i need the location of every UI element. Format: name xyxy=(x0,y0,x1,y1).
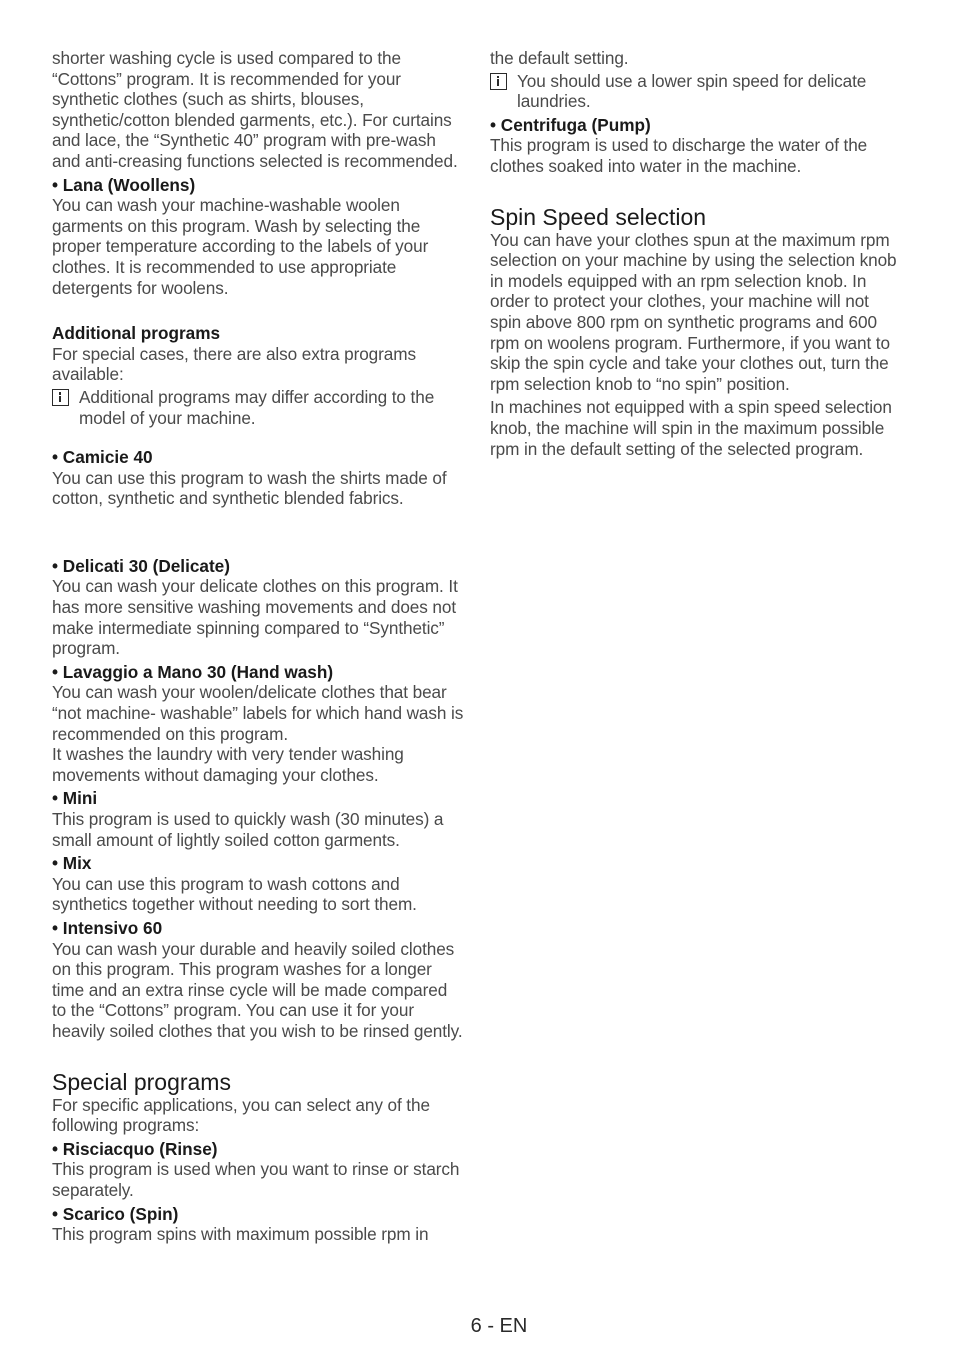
special-programs-title: Special programs xyxy=(52,1068,231,1095)
spin-note-text: You should use a lower spin speed for delicate laundries. xyxy=(517,70,867,112)
left-column xyxy=(52,48,464,1245)
additional-programs-heading: Additional programs xyxy=(52,323,221,344)
intensivo-heading: • Intensivo 60 xyxy=(52,917,163,938)
lana-heading: • Lana (Woollens) xyxy=(52,174,196,195)
right-column xyxy=(490,48,902,459)
lavaggio-paragraph: You can wash your woolen/delicate clothes that bear “not machine- washable” labels for which hand wash is recommended on this program. xyxy=(52,682,464,744)
intensivo-paragraph: You can wash your durable and heavily soiled clothes on this program. This program washes for a longer time and an extra rinse cycle will be made compared to the “Cottons” program. You can use it for your heavily soiled clothes that you wish to be rinsed gently. xyxy=(52,938,463,1041)
spin-speed-paragraph-1: You can have your clothes spun at the maximum rpm selection on your machine by using the selection knob in models equipped with an rpm selection knob. In order to protect your clothes, your machine will not spin above 800 rpm on synthetic programs and 600 rpm on woolens program. Furthermore, if you want to skip the spin cycle and take your clothes out, turn the rpm selection knob to “no spin” position. xyxy=(490,229,897,394)
spin-speed-title: Spin Speed selection xyxy=(490,203,707,230)
spin-note xyxy=(490,71,902,112)
centrifuga-heading: • Centrifuga (Pump) xyxy=(490,114,651,135)
camicie-paragraph: You can use this program to wash the shirts made of cotton, synthetic and synthetic blended fabrics. xyxy=(52,467,447,509)
scarico-paragraph: This program spins with maximum possible rpm in xyxy=(52,1224,429,1245)
mix-paragraph: You can use this program to wash cottons and synthetics together without needing to sort them. xyxy=(52,873,417,915)
mini-heading: • Mini xyxy=(52,788,98,809)
continued-paragraph: the default setting. xyxy=(490,48,629,68)
page-footer xyxy=(0,1315,954,1338)
additional-programs-paragraph: For special cases, there are also extra programs available: xyxy=(52,343,416,385)
delicati-heading: • Delicati 30 (Delicate) xyxy=(52,555,230,576)
lavaggio-heading: • Lavaggio a Mano 30 (Hand wash) xyxy=(52,661,334,682)
risciacquo-heading: • Risciacquo (Rinse) xyxy=(52,1138,218,1159)
info-icon xyxy=(52,389,69,406)
mini-paragraph: This program is used to quickly wash (30 minutes) a small amount of lightly soiled cotton garments. xyxy=(52,809,444,850)
lavaggio-paragraph-2: It washes the laundry with very tender washing movements without damaging your clothes. xyxy=(52,744,404,785)
additional-programs-note-text: Additional programs may differ according to the model of your machine. xyxy=(79,386,435,428)
delicati-paragraph: You can wash your delicate clothes on this program. It has more sensitive washing movements and does not make intermediate spinning compared to “Synthetic” program. xyxy=(52,576,458,659)
additional-programs-note xyxy=(52,387,464,428)
scarico-heading: • Scarico (Spin) xyxy=(52,1203,179,1224)
info-icon xyxy=(490,73,507,90)
mix-heading: • Mix xyxy=(52,853,92,874)
special-programs-paragraph: For specific applications, you can select any of the following programs: xyxy=(52,1094,430,1136)
page-number: 6 - EN xyxy=(470,1315,528,1337)
risciacquo-paragraph: This program is used when you want to rinse or starch separately. xyxy=(52,1159,460,1200)
centrifuga-paragraph: This program is used to discharge the water of the clothes soaked into water in the machine. xyxy=(490,135,868,176)
spin-speed-paragraph-2: In machines not equipped with a spin speed selection knob, the machine will spin in the maximum possible rpm in the default setting of the selected program. xyxy=(490,397,892,459)
lana-paragraph: You can wash your machine-washable woolen garments on this program. Wash by selecting the proper temperature according to the labels of your clothes. It is recommended to use appropriate detergents for woolens. xyxy=(52,195,429,298)
intro-paragraph: shorter washing cycle is used compared to the “Cottons” program. It is recommended for your synthetic clothes (such as shirts, blouses, synthetic/cotton blended garments, etc.). For curtains and lace, the “Synthetic 40” program with pre-wash and anti-creasing functions selected is recommended. xyxy=(52,48,458,171)
camicie-heading: • Camicie 40 xyxy=(52,447,153,468)
